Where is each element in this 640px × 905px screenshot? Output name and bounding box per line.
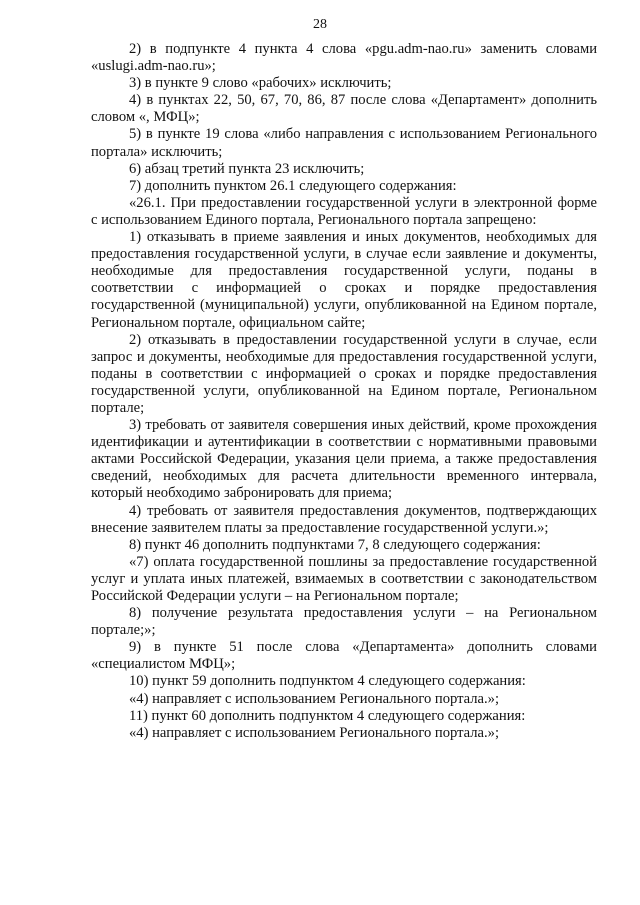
paragraph: 7) дополнить пунктом 26.1 следующего содержания: [129,177,457,194]
paragraph: 3) в пункте 9 слово «рабочих» исключить; [129,75,392,92]
paragraph: 4) в пунктах 22, 50, 67, 70, 86, 87 после слова «Департамент» дополнить словом «, МФЦ»; [91,92,597,126]
paragraph: 4) требовать от заявителя предоставления документов, подтверждающих внесение заявителем платы за предоставление государственной услуги.»; [91,502,597,536]
page-number: 28 [313,17,327,32]
paragraph: 8) пункт 46 дополнить подпунктами 7, 8 следующего содержания: [129,536,541,553]
paragraph: 2) в подпункте 4 пункта 4 слова «pgu.adm-nao.ru» заменить словами «uslugi.adm-nao.ru»; [91,41,597,75]
paragraph: 3) требовать от заявителя совершения иных действий, кроме прохождения идентификации и аутентификации в соответствии с нормативными правовыми актами Российской Федерации, указания цели приема, а также предоставления сведений, необходимых для расчета длительности временного интервала, который необходимо забронировать для приема; [91,417,597,502]
paragraph: 10) пункт 59 дополнить подпунктом 4 следующего содержания: [129,673,526,690]
paragraph: 11) пункт 60 дополнить подпунктом 4 следующего содержания: [129,707,526,724]
paragraph: «4) направляет с использованием Регионального портала.»; [129,724,500,741]
paragraph: 5) в пункте 19 слова «либо направления с использованием Регионального портала» исключить; [91,126,597,160]
document-body [91,41,597,742]
paragraph: «26.1. При предоставлении государственной услуги в электронной форме с использованием Единого портала, Регионального портала запрещено: [91,194,597,228]
paragraph: 6) абзац третий пункта 23 исключить; [129,160,365,177]
paragraph: «7) оплата государственной пошлины за предоставление государственной услуг и уплата иных платежей, взимаемых в соответствии с законодательством Российской Федерации услуги – на Региональном портале; [91,553,597,604]
paragraph: «4) направляет с использованием Регионального портала.»; [129,690,500,707]
paragraph: 1) отказывать в приеме заявления и иных документов, необходимых для предоставления государственной услуги, в случае если заявление и документы, необходимые для предоставления государственной услуги, поданы в соответствии с информацией о сроках и порядке предоставления государственной (муниципальной) услуги, опубликованной на Едином портале, Региональном портале, официальном сайте; [91,229,597,331]
paragraph: 2) отказывать в предоставлении государственной услуги в случае, если запрос и документы, необходимые для предоставления государственной услуги, поданы в соответствии с информацией о сроках и порядке предоставления государственной услуги, опубликованной на Едином портале, Региональном портале; [91,331,597,416]
paragraph: 9) в пункте 51 после слова «Департамента» дополнить словами «специалистом МФЦ»; [91,639,597,673]
paragraph: 8) получение результата предоставления услуги – на Региональном портале;»; [91,605,597,639]
